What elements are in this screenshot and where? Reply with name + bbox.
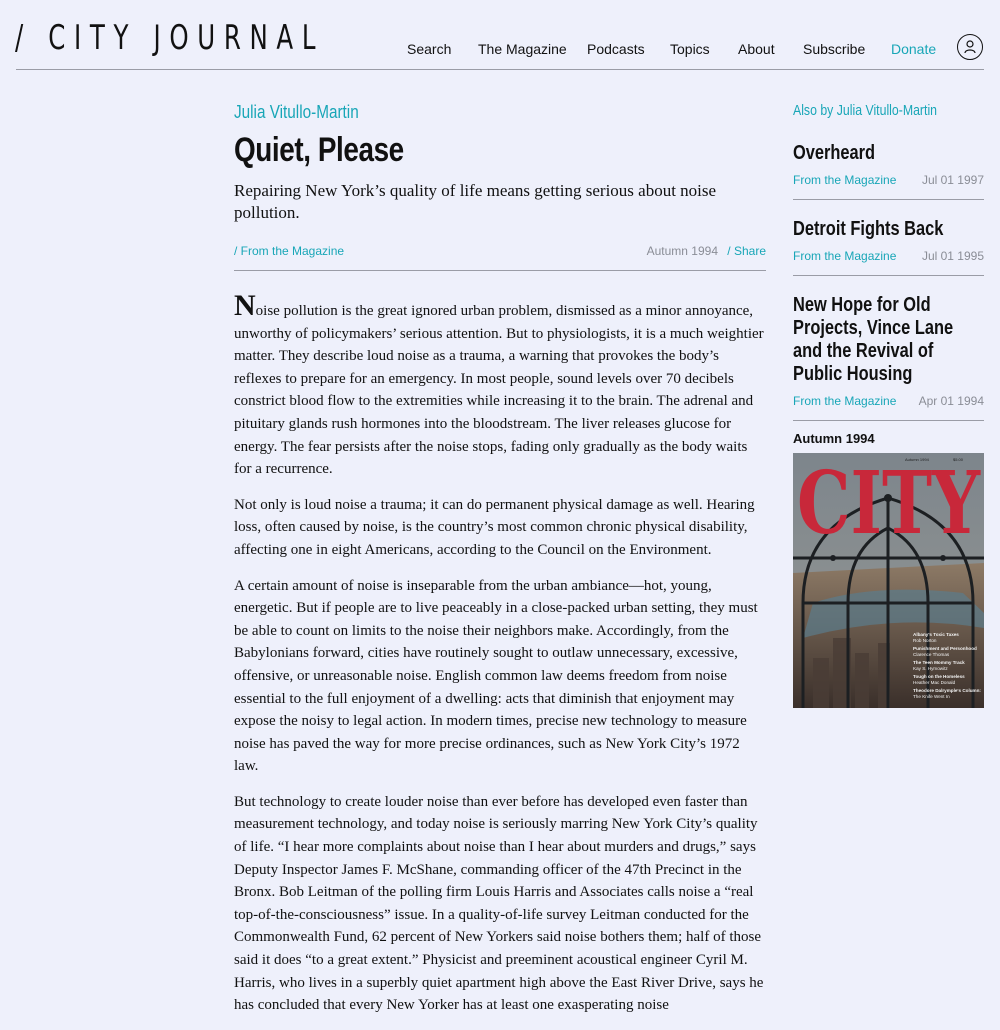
sidebar-divider (793, 199, 984, 200)
article-meta (234, 244, 766, 260)
sidebar-article-date: Apr 01 1994 (918, 394, 984, 408)
sidebar-article[interactable] (793, 294, 984, 421)
svg-text:Rob Norton: Rob Norton (913, 638, 937, 643)
sidebar-article-category[interactable]: From the Magazine (793, 394, 897, 408)
sidebar-divider (793, 275, 984, 276)
nav-search[interactable]: Search (407, 41, 452, 57)
article-author[interactable]: Julia Vitullo-Martin (234, 102, 359, 122)
svg-text:Autumn 1994: Autumn 1994 (905, 457, 929, 462)
nav-subscribe[interactable]: Subscribe (803, 41, 866, 57)
nav-the-magazine[interactable]: The Magazine (478, 41, 567, 57)
article-paragraph: A certain amount of noise is inseparable from the urban ambiance—hot, young, energetic. But if people are to live peaceably in a close-packed urban setting, they must be able to count on limits to the noise their neighbors make. Accordingly, from the Babylonians forward, cities have routinely sought to outlaw unnecessary, excessive, offensive, or unreasonable noise. English common law deems freedom from noise essential to the full enjoyment of a dwelling: acts that diminish that enjoyment may expose the noisy to legal action. In modern times, precise new technology to measure noise has paved the way for more precise ordinances, such as New York City’s 1972 law. (234, 577, 758, 775)
svg-text:Tough on the Homeless: Tough on the Homeless (913, 674, 965, 679)
nav-donate[interactable]: Donate (891, 41, 937, 57)
article-divider (234, 270, 766, 271)
article-paragraph: Not only is loud noise a trauma; it can do permanent physical damage as well. Hearing loss, often caused by noise, is the country’s most common chronic physical disability, affecting one in eight Americans, according to the Council on the Environment. (234, 496, 755, 558)
sidebar-article-title[interactable]: New Hope for Old Projects, Vince Lane and the Revival of Public Housing (793, 294, 954, 385)
sidebar-heading[interactable]: Also by Julia Vitullo-Martin (793, 102, 938, 119)
svg-text:The Teen Mommy Track: The Teen Mommy Track (913, 660, 965, 665)
article-body (234, 289, 766, 1030)
sidebar-article[interactable] (793, 218, 984, 276)
drop-cap: N (234, 289, 256, 322)
article-category-link[interactable]: / From the Magazine (234, 244, 345, 258)
svg-text:The Knife Went In: The Knife Went In (913, 694, 950, 699)
sidebar-article-category[interactable]: From the Magazine (793, 173, 897, 187)
cover-artwork (793, 453, 984, 708)
svg-text:Kay S. Hymowitz: Kay S. Hymowitz (913, 666, 948, 671)
svg-text:Punishment and Personhood: Punishment and Personhood (913, 646, 977, 651)
issue-label[interactable]: Autumn 1994 (793, 431, 875, 446)
article-dek: Repairing New York’s quality of life means getting serious about noise pollution. (234, 181, 717, 222)
sidebar-article-date: Jul 01 1995 (921, 249, 984, 263)
svg-text:Albany's Toxic Taxes: Albany's Toxic Taxes (913, 632, 959, 637)
user-icon (964, 40, 976, 54)
cover-masthead: CITY (797, 453, 982, 554)
svg-text:$5.00: $5.00 (953, 457, 964, 462)
svg-text:Clarence Thomas: Clarence Thomas (913, 652, 950, 657)
sidebar-article-category[interactable]: From the Magazine (793, 249, 897, 263)
share-link[interactable]: / Share (727, 244, 766, 258)
article-paragraph: But technology to create louder noise than ever before has developed even faster than measurement technology, and today noise is seriously marring New York City’s quality of life. “I hear more complaints about noise than I hear about murders and drugs,” says Deputy Inspector James F. McShane, commanding officer of the 47th Precinct in the Bronx. Bob Leitman of the polling firm Louis Harris and Associates calls noise a “real top-of-the-consciousness” issue. In a quality-of-life survey Leitman conducted for the Commonwealth Fund, 62 percent of New Yorkers said noise bothers them; half of those said it does “to a great extent.” Physicist and preeminent acoustical engineer Cyril M. Harris, who lives in a superbly quiet apartment high above the East River Drive, says he has concluded that every New Yorker has at least one exasperating noise (234, 793, 764, 1014)
svg-text:Heather Mac Donald: Heather Mac Donald (913, 680, 956, 685)
article-date: Autumn 1994 (646, 244, 718, 258)
account-button[interactable] (957, 34, 983, 60)
sidebar-divider (793, 420, 984, 421)
sidebar-article-title[interactable]: Overheard (793, 142, 876, 164)
sidebar-article-date: Jul 01 1997 (921, 173, 984, 187)
article-title: Quiet, Please (234, 131, 404, 169)
nav-about[interactable]: About (738, 41, 775, 57)
sidebar-article[interactable] (793, 142, 984, 200)
nav-podcasts[interactable]: Podcasts (587, 41, 645, 57)
nav-topics[interactable]: Topics (670, 41, 710, 57)
article-paragraph: Noise pollution is the great ignored urban problem, dismissed as a minor annoyance, unworthy of policymakers’ serious attention. But to physiologists, it is a much weightier matter. They describe loud noise as a trauma, a warning that provokes the body’s reflexes to prepare for an emergency. In most people, sound levels over 70 decibels constrict blood flow to the extremities while increasing it to the brain. The adrenal and pituitary glands rush hormones into the bloodstream. The liver releases glucose for energy. The fear persists after the noise stops, fading only gradually as the body waits for a recurrence. (234, 289, 764, 478)
header-divider (16, 69, 984, 70)
site-logo[interactable]: / CITY JOURNAL (15, 18, 325, 58)
site-header (0, 0, 1000, 70)
magazine-cover-image[interactable] (793, 453, 984, 708)
sidebar-article-title[interactable]: Detroit Fights Back (793, 218, 944, 240)
svg-text:Theodore Dalrymple's Column:: Theodore Dalrymple's Column: (913, 688, 981, 693)
